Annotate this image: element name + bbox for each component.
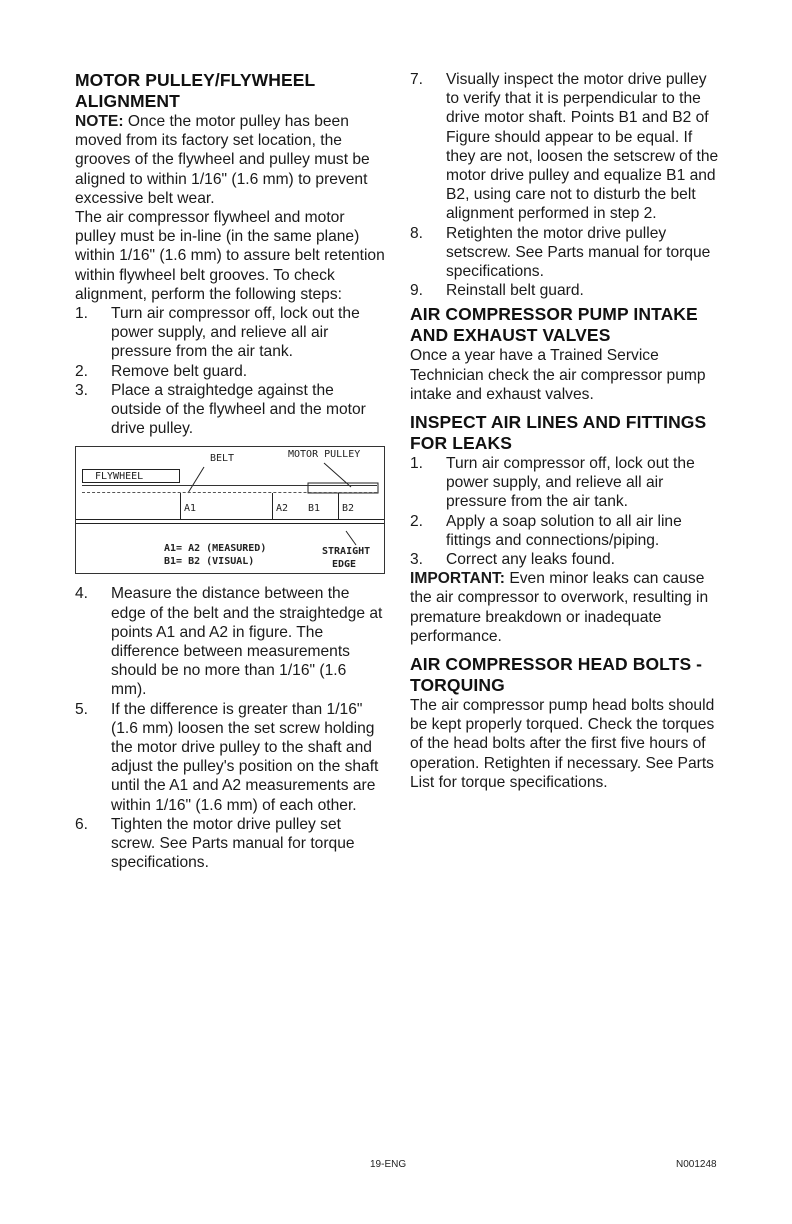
list-item: 7. Visually inspect the motor drive pulley to verify that it is perpendicular to the drive motor shaft. Points B1 and B2 of Figure should appear to be equal. If they are not, loosen the setscrew of the motor drive pulley and equalize B1 and B2, using care not to disturb the belt alignment performed in step 2. — [410, 71, 719, 223]
important-paragraph — [410, 569, 722, 646]
note-label: NOTE: — [75, 113, 124, 130]
important-label: IMPORTANT: — [410, 570, 505, 588]
left-column — [75, 70, 385, 873]
list-item: 1. Turn air compressor off, lock out the power supply, and relieve all air pressure from the air tank. — [410, 455, 695, 511]
straightedge-arrow — [346, 531, 356, 545]
right-column — [410, 70, 722, 792]
belt-shape — [82, 485, 377, 493]
a2-label: A2 — [276, 503, 289, 515]
head-bolts-paragraph: The air compressor pump head bolts should be kept properly torqued. Check the torques of the head bolts after the first five hours of operation. Retighten if necessary. See Parts List for torque specifications. — [410, 697, 715, 791]
a1-label: A1 — [184, 503, 197, 515]
list-item: 1. Turn air compressor off, lock out the power supply, and relieve all air pressure from the air tank. — [75, 305, 360, 361]
belt-label: BELT — [210, 453, 235, 465]
list-item: 3. Correct any leaks found. — [410, 551, 616, 569]
list-item: 6. Tighten the motor drive pulley set screw. See Parts manual for torque specifications. — [75, 815, 355, 872]
b2-marker — [338, 493, 339, 519]
alignment-steps-1-3 — [75, 304, 385, 438]
important-text: Even minor leaks can cause the air compressor to overwork, resulting in premature breakdown or inadequate performance. — [410, 570, 709, 645]
straight-label: STRAIGHT — [322, 546, 371, 558]
document-code: N001248 — [676, 1159, 717, 1170]
intro-paragraph: The air compressor flywheel and motor pulley must be in-line (in the same plane) within 1/16" (1.6 mm) to assure belt retention within flywheel belt grooves. To check alignment, perform the following steps: — [75, 209, 385, 303]
alignment-figure — [75, 446, 385, 574]
a1-marker — [180, 493, 181, 519]
page-number: 19-ENG — [370, 1159, 407, 1170]
b1-label: B1 — [308, 503, 321, 515]
caption-visual: B1= B2 (VISUAL) — [164, 556, 255, 568]
list-item: 8. Retighten the motor drive pulley setscrew. See Parts manual for torque specifications. — [410, 224, 711, 281]
list-item: 2. Remove belt guard. — [75, 362, 248, 380]
alignment-steps-4-6 — [75, 584, 385, 872]
list-item: 9. Reinstall belt guard. — [410, 282, 584, 300]
section-heading-leaks: INSPECT AIR LINES AND FITTINGS FOR LEAKS — [410, 412, 707, 454]
list-item: 2. Apply a soap solution to all air line fittings and connections/piping. — [410, 512, 682, 549]
alignment-steps-7-9 — [410, 70, 722, 300]
section-heading-valves: AIR COMPRESSOR PUMP INTAKE AND EXHAUST VALVES — [410, 304, 698, 346]
motor-pulley-label: MOTOR PULLEY — [288, 449, 361, 461]
list-item: 5. If the difference is greater than 1/16" (1.6 mm) loosen the set screw holding the motor drive pulley to the shaft and adjust the pulley's position on the shaft until the A1 and A2 measurements are within 1/16" (1.6 mm) of each other. — [75, 700, 379, 814]
list-item: 3. Place a straightedge against the outside of the flywheel and the motor drive pulley. — [75, 381, 366, 438]
note-text: Once the motor pulley has been moved from its factory set location, the grooves of the flywheel and pulley must be aligned to within 1/16" (1.6 mm) to prevent excessive belt wear. — [75, 113, 370, 207]
section-heading-head-bolts: AIR COMPRESSOR HEAD BOLTS - TORQUING — [410, 654, 703, 696]
edge-label: EDGE — [332, 559, 357, 571]
straightedge-shape — [76, 519, 384, 524]
b2-label: B2 — [342, 503, 355, 515]
a2-marker — [272, 493, 273, 519]
list-item: 4. Measure the distance between the edge of the belt and the straightedge at points A1 and A2 in figure. The difference between measurements should be no more than 1/16" (1.6 mm). — [75, 585, 383, 699]
section-heading-pulley-alignment: MOTOR PULLEY/FLYWHEEL ALIGNMENT — [75, 70, 315, 111]
flywheel-shape — [82, 469, 180, 483]
caption-measured: A1= A2 (MEASURED) — [164, 543, 267, 555]
note-paragraph — [75, 112, 385, 208]
leak-steps — [410, 454, 722, 569]
flywheel-label: FLYWHEEL — [95, 471, 144, 483]
valves-paragraph: Once a year have a Trained Service Technician check the air compressor pump intake and exhaust valves. — [410, 347, 706, 403]
